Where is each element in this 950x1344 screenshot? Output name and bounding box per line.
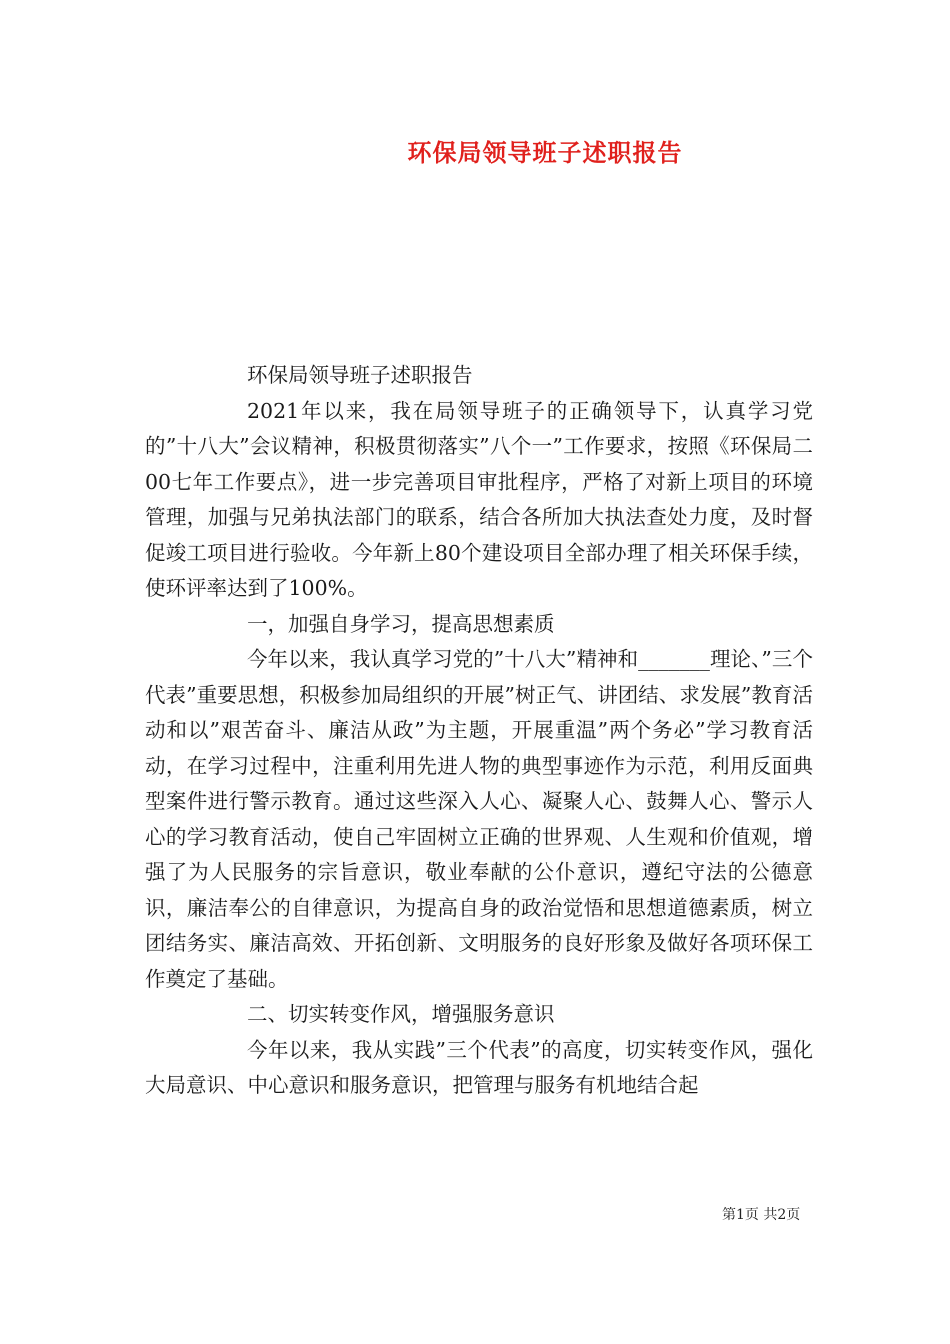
document-body [145,358,813,1104]
paragraph-intro: 2021年以来，我在局领导班子的正确领导下，认真学习党的”十八大”会议精神，积极贯彻落实”八个一”工作要求，按照《环保局二00七年工作要点》，进一步完善项目审批程序，严格了对新上项目的环境管理，加强与兄弟执法部门的联系，结合各所加大执法查处力度，及时督促竣工项目进行验收。今年新上80个建设项目全部办理了相关环保手续，使环评率达到了100%。 [145,398,813,600]
section-heading-1: 一，加强自身学习，提高思想素质 [247,611,555,636]
paragraph-study: 今年以来，我认真学习党的”十八大”精神和_______理论、”三个代表”重要思想，积极参加局组织的开展”树正气、讲团结、求发展”教育活动和以”艰苦奋斗、廉洁从政”为主题，开展重温”两个务必”学习教育活动，在学习过程中，注重利用先进人物的典型事迹作为示范，利用反面典型案件进行警示教育。通过这些深入人心、凝聚人心、鼓舞人心、警示人心的学习教育活动，使自己牢固树立正确的世界观、人生观和价值观，增强了为人民服务的宗旨意识，敬业奉献的公仆意识，遵纪守法的公德意识，廉洁奉公的自律意识，为提高自身的政治觉悟和思想道德素质，树立团结务实、廉洁高效、开拓创新、文明服务的良好形象及做好各项环保工作奠定了基础。 [145,647,813,991]
document-subtitle: 环保局领导班子述职报告 [247,363,473,387]
page-title: 环保局领导班子述职报告 [407,138,683,167]
paragraph-service: 今年以来，我从实践”三个代表”的高度，切实转变作风，强化大局意识、中心意识和服务意识，把管理与服务有机地结合起 [145,1037,813,1097]
section-heading-2: 二、切实转变作风，增强服务意识 [247,1002,555,1026]
page-number: 第1页 共2页 [722,1207,801,1223]
